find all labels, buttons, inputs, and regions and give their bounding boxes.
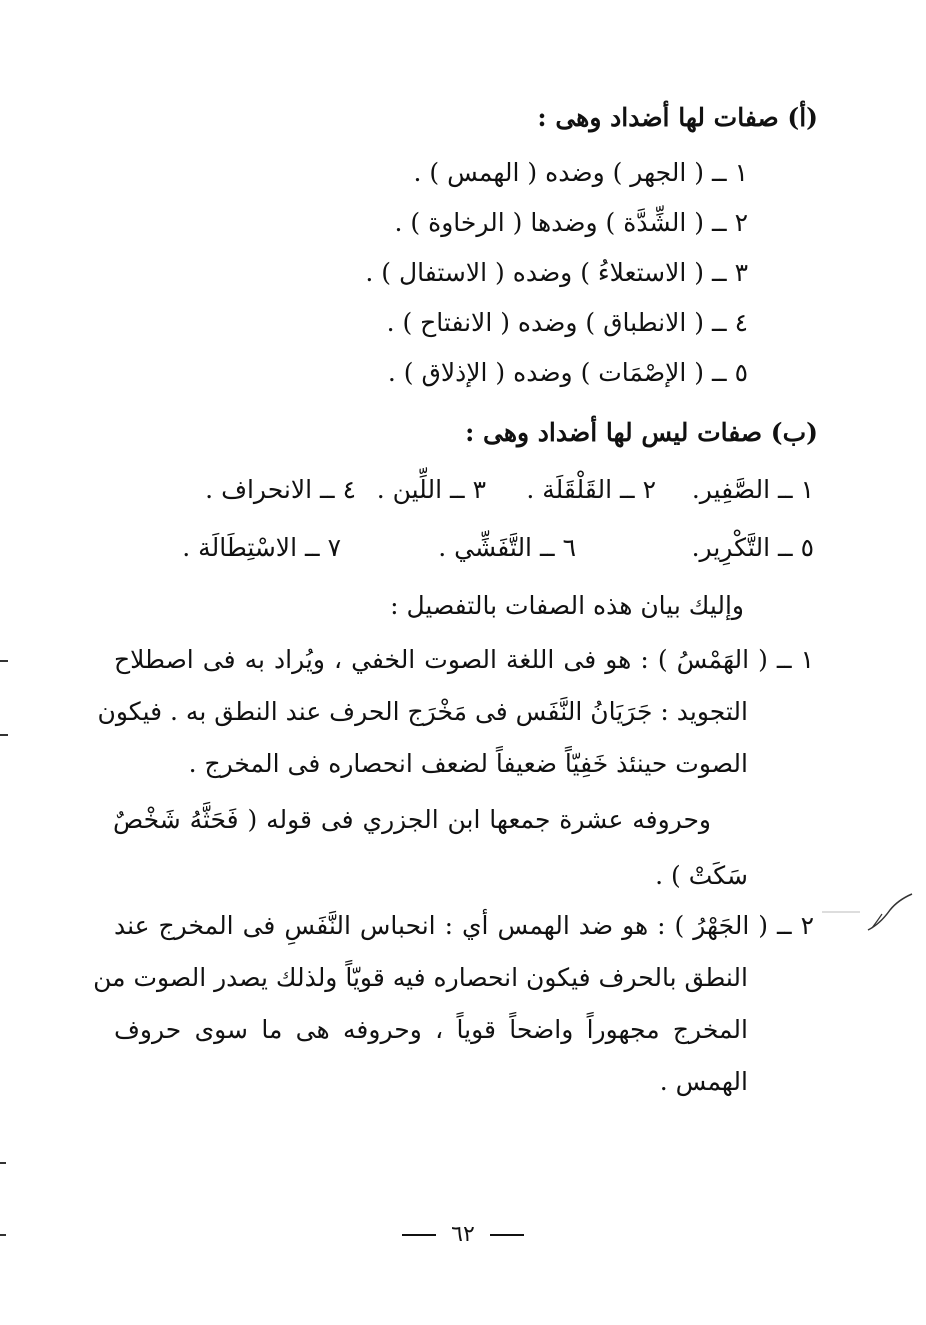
- section-b-item-5: ٥ ــ التَّكْرِير.: [691, 533, 814, 562]
- section-b-item-2: ٢ ــ القَلْقَلَة .: [526, 475, 656, 504]
- detail-jahr-line-1: ٢ ــ ( الجَهْرُ ) : هو ضد الهمس أي : انحباس النَّفَسِ فى المخرج عند: [114, 911, 814, 940]
- detail-hams-line-2: التجويد : جَرَيَانُ النَّفَس فى مَخْرَج الحرف عند النطق به . فيكون: [97, 697, 748, 726]
- section-a-heading: (أ) صفات لها أضداد وهى :: [537, 103, 818, 132]
- section-b-item-7: ٧ ــ الاسْتِطَالَة .: [182, 533, 341, 562]
- section-a-item-4: ٤ ــ ( الانطباق ) وضده ( الانفتاح ) .: [386, 308, 748, 337]
- section-b-item-4: ٤ ــ الانحراف .: [205, 475, 356, 504]
- details-intro: وإليك بيان هذه الصفات بالتفصيل :: [390, 591, 744, 620]
- margin-mark: [0, 1162, 6, 1164]
- section-a-item-1: ١ ــ ( الجهر ) وضده ( الهمس ) .: [413, 158, 748, 187]
- page-number-dash-left: [402, 1234, 436, 1236]
- page-number-value: ٦٢: [451, 1222, 475, 1247]
- section-a-item-3: ٣ ــ ( الاستعلاءُ ) وضده ( الاستفال ) .: [365, 258, 748, 287]
- page-number: [0, 1222, 926, 1247]
- detail-jahr-line-2: النطق بالحرف فيكون انحصاره فيه قويّاً ولذلك يصدر الصوت من: [93, 963, 748, 992]
- detail-hams-line-1: ١ ــ ( الهَمْسُ ) : هو فى اللغة الصوت الخفي ، ويُراد به فى اصطلاح: [114, 645, 814, 674]
- section-b-item-3: ٣ ــ اللِّين .: [376, 475, 486, 504]
- margin-mark: [0, 734, 8, 736]
- pen-scribble-icon: [820, 890, 920, 940]
- section-b-heading: (ب) صفات ليس لها أضداد وهى :: [465, 418, 818, 447]
- page-number-dash-right: [490, 1234, 524, 1236]
- margin-mark: [0, 660, 8, 662]
- detail-jahr-line-4: الهمس .: [659, 1067, 748, 1096]
- detail-hams-letters-line-1: وحروفه عشرة جمعها ابن الجزري فى قوله ( فَحَثَّهُ شَخْصٌ: [113, 805, 711, 834]
- section-b-item-1: ١ ــ الصَّفِير.: [691, 475, 814, 504]
- section-a-item-5: ٥ ــ ( الإصْمَات ) وضده ( الإذلاق ) .: [387, 358, 748, 387]
- detail-hams-letters-line-2: سَكَتْ ) .: [655, 861, 748, 890]
- margin-mark: [0, 1234, 6, 1236]
- section-b-item-6: ٦ ــ التَّفَشِّي .: [438, 533, 576, 562]
- detail-hams-line-3: الصوت حينئذ خَفِيّاً ضعيفاً لضعف انحصاره فى المخرج .: [188, 749, 748, 778]
- section-a-item-2: ٢ ــ ( الشِّدَّة ) وضدها ( الرخاوة ) .: [394, 208, 748, 237]
- detail-jahr-line-3: المخرج مجهوراً واضحاً قوياً ، وحروفه هى ما سوى حروف: [114, 1015, 748, 1044]
